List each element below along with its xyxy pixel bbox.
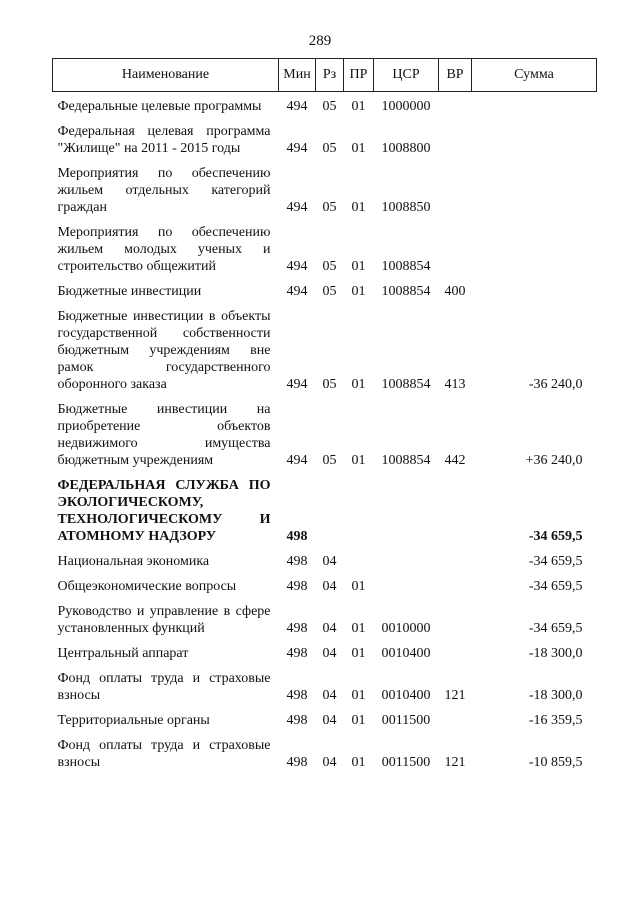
cell-csr: 1008854	[381, 453, 431, 468]
cell-pr	[344, 471, 374, 547]
cell-name: Фонд оплаты труда и страховые взносы	[57, 738, 271, 770]
table-row	[53, 302, 597, 395]
cell-rz: 04	[322, 688, 337, 703]
page-number: 289	[308, 33, 332, 49]
header-name: Наименование	[53, 59, 279, 92]
cell-vr: 442	[444, 453, 466, 468]
cell-min: 494	[286, 200, 308, 215]
cell-sum: -34 659,5	[528, 529, 583, 544]
cell-rz: 05	[322, 141, 337, 156]
cell-min: 498	[286, 713, 308, 728]
cell-sum: -16 359,5	[528, 713, 583, 728]
table-row	[53, 159, 597, 218]
cell-pr: 01	[351, 713, 366, 728]
cell-sum	[472, 277, 597, 302]
cell-csr: 1008850	[381, 200, 431, 215]
cell-name: Бюджетные инвестиции	[57, 284, 202, 299]
cell-sum	[472, 159, 597, 218]
cell-pr: 01	[351, 284, 366, 299]
table-row	[53, 547, 597, 572]
cell-rz: 05	[322, 99, 337, 114]
cell-min: 494	[286, 99, 308, 114]
cell-pr: 01	[351, 688, 366, 703]
cell-min: 494	[286, 377, 308, 392]
cell-min: 494	[286, 141, 308, 156]
cell-pr: 01	[351, 579, 366, 594]
cell-csr: 1008854	[381, 259, 431, 274]
cell-pr: 01	[351, 755, 366, 770]
cell-sum	[472, 218, 597, 277]
table-header	[53, 59, 597, 92]
cell-csr: 0010000	[381, 621, 431, 636]
header-sum: Сумма	[472, 59, 597, 92]
cell-csr: 1008854	[381, 284, 431, 299]
cell-min: 498	[286, 621, 308, 636]
cell-vr	[439, 639, 472, 664]
cell-sum: -18 300,0	[528, 688, 583, 703]
cell-vr	[439, 471, 472, 547]
cell-csr: 1000000	[381, 99, 431, 114]
cell-min: 498	[286, 529, 308, 544]
cell-csr: 0010400	[381, 688, 431, 703]
cell-name: ФЕДЕРАЛЬНАЯ СЛУЖБА ПО ЭКОЛОГИЧЕСКОМУ, ТЕХНОЛОГИЧЕСКОМУ И АТОМНОМУ НАДЗОРУ	[57, 478, 271, 544]
cell-name: Территориальные органы	[57, 713, 210, 728]
cell-pr: 01	[351, 200, 366, 215]
table-row	[53, 572, 597, 597]
header-vr: ВР	[439, 59, 472, 92]
cell-min: 498	[286, 579, 308, 594]
cell-name: Мероприятия по обеспечению жильем отдельных категорий граждан	[57, 166, 271, 215]
cell-rz: 04	[322, 554, 337, 569]
cell-sum	[472, 117, 597, 159]
table-row	[53, 218, 597, 277]
cell-sum: -36 240,0	[528, 377, 583, 392]
cell-rz: 04	[322, 621, 337, 636]
cell-csr: 0010400	[381, 646, 431, 661]
cell-name: Бюджетные инвестиции в объекты государственной собственности бюджетным учреждениям вне рамок государственного оборонного заказа	[57, 309, 271, 392]
cell-vr	[439, 572, 472, 597]
cell-vr	[439, 218, 472, 277]
cell-name: Национальная экономика	[57, 554, 210, 569]
cell-rz: 04	[322, 579, 337, 594]
cell-sum: -34 659,5	[528, 554, 583, 569]
cell-vr: 121	[444, 688, 466, 703]
table-row	[53, 117, 597, 159]
table-row	[53, 277, 597, 302]
cell-name: Общеэкономические вопросы	[57, 579, 237, 594]
cell-csr: 0011500	[381, 755, 431, 770]
cell-name: Бюджетные инвестиции на приобретение объектов недвижимого имущества бюджетным учреждениям	[57, 402, 271, 468]
cell-name: Фонд оплаты труда и страховые взносы	[57, 671, 271, 703]
cell-rz: 05	[322, 453, 337, 468]
cell-rz: 05	[322, 284, 337, 299]
table-row	[53, 706, 597, 731]
cell-min: 498	[286, 688, 308, 703]
cell-sum: -10 859,5	[528, 755, 583, 770]
cell-pr	[344, 547, 374, 572]
cell-sum: +36 240,0	[525, 453, 583, 468]
header-min: Мин	[279, 59, 316, 92]
table-row	[53, 731, 597, 773]
cell-name: Федеральные целевые программы	[57, 99, 262, 114]
cell-csr: 1008800	[381, 141, 431, 156]
cell-pr: 01	[351, 377, 366, 392]
cell-name: Центральный аппарат	[57, 646, 189, 661]
cell-sum: -34 659,5	[528, 621, 583, 636]
cell-rz: 04	[322, 755, 337, 770]
budget-table	[52, 58, 597, 773]
cell-vr: 413	[444, 377, 466, 392]
cell-pr: 01	[351, 259, 366, 274]
cell-sum	[472, 92, 597, 118]
cell-rz: 05	[322, 259, 337, 274]
cell-min: 498	[286, 755, 308, 770]
cell-rz: 04	[322, 646, 337, 661]
table-row	[53, 395, 597, 471]
cell-rz: 04	[322, 713, 337, 728]
cell-name: Мероприятия по обеспечению жильем молодых ученых и строительство общежитий	[57, 225, 271, 274]
cell-pr: 01	[351, 99, 366, 114]
table-row	[53, 597, 597, 639]
cell-pr: 01	[351, 141, 366, 156]
header-pr: ПР	[344, 59, 374, 92]
cell-vr	[439, 706, 472, 731]
header-rz: Рз	[316, 59, 344, 92]
table-body	[53, 92, 597, 774]
cell-vr	[439, 117, 472, 159]
cell-csr	[374, 471, 439, 547]
cell-min: 498	[286, 646, 308, 661]
cell-vr	[439, 597, 472, 639]
cell-min: 494	[286, 284, 308, 299]
cell-vr: 121	[444, 755, 466, 770]
table-row	[53, 639, 597, 664]
header-csr: ЦСР	[374, 59, 439, 92]
cell-csr: 0011500	[381, 713, 431, 728]
cell-rz: 05	[322, 377, 337, 392]
cell-pr: 01	[351, 646, 366, 661]
table-row	[53, 664, 597, 706]
cell-sum: -34 659,5	[528, 579, 583, 594]
cell-name: Руководство и управление в сфере установленных функций	[57, 604, 271, 636]
cell-vr	[439, 547, 472, 572]
cell-csr: 1008854	[381, 377, 431, 392]
cell-vr: 400	[444, 284, 466, 299]
cell-rz: 05	[322, 200, 337, 215]
cell-vr	[439, 92, 472, 118]
table-row	[53, 471, 597, 547]
cell-name: Федеральная целевая программа "Жилище" на 2011 - 2015 годы	[57, 124, 271, 156]
cell-pr: 01	[351, 621, 366, 636]
table-row	[53, 92, 597, 118]
cell-csr	[374, 547, 439, 572]
cell-csr	[374, 572, 439, 597]
cell-rz	[316, 471, 344, 547]
cell-min: 494	[286, 453, 308, 468]
cell-min: 498	[286, 554, 308, 569]
cell-vr	[439, 159, 472, 218]
cell-pr: 01	[351, 453, 366, 468]
cell-min: 494	[286, 259, 308, 274]
cell-sum: -18 300,0	[528, 646, 583, 661]
